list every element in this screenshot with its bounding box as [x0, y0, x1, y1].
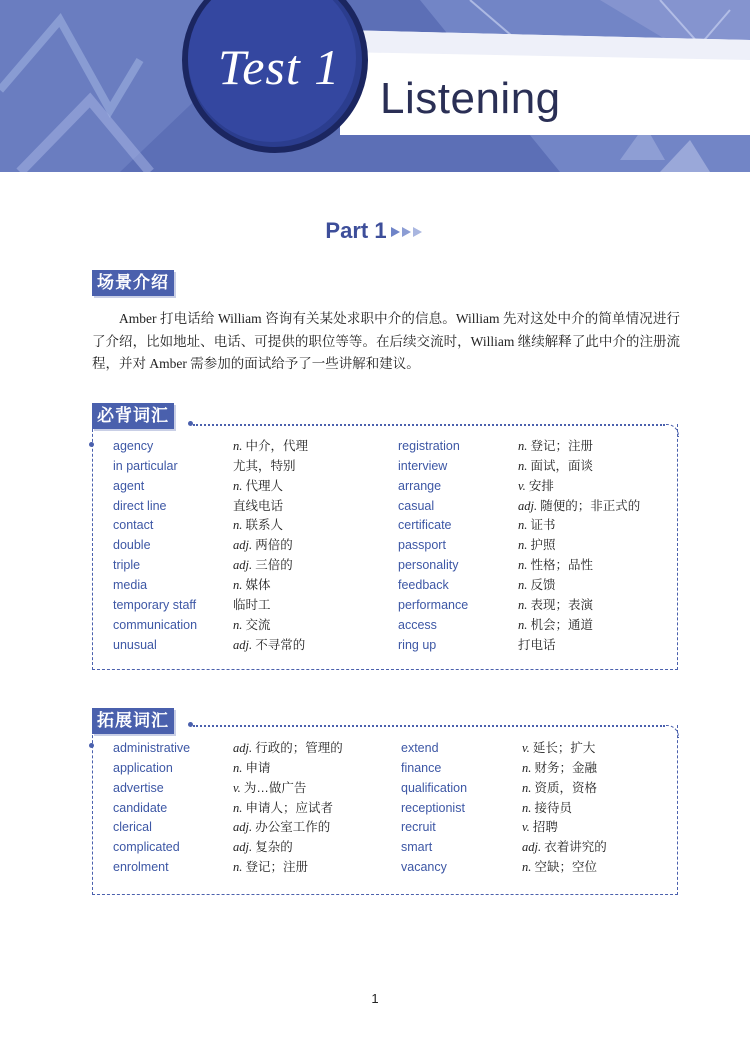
vocab-word: temporary staff — [113, 597, 197, 612]
part-title: Part 1 — [325, 218, 387, 243]
vocab-definition: adj. 不寻常的 — [233, 637, 306, 652]
vocab-definition: n. 空缺；空位 — [522, 860, 598, 875]
vocab-word: extend — [401, 741, 439, 755]
vocab-definition: n. 机会；通道 — [518, 617, 594, 632]
part-of-speech: n. — [518, 577, 531, 592]
part-of-speech: adj. — [233, 820, 256, 835]
vocab-definition: n. 中介，代理 — [233, 439, 309, 453]
vocab-definition: adj. 复杂的 — [233, 840, 293, 855]
vocab-row — [93, 738, 679, 758]
part-of-speech: n. — [522, 760, 535, 775]
vocab-definition: 尤其，特别 — [233, 458, 296, 473]
vocab-definition: n. 证书 — [518, 518, 556, 533]
vocab-definition: v. 招聘 — [522, 820, 558, 835]
vocab-word: advertise — [113, 780, 164, 795]
vocab-definition: n. 登记；注册 — [518, 439, 594, 453]
vocab-word: qualification — [401, 780, 468, 795]
vocab-row — [93, 758, 679, 778]
vocab-word: receptionist — [401, 800, 465, 815]
vocab-word: administrative — [113, 741, 191, 755]
banner-background-graphic — [0, 0, 750, 172]
vocab-word: candidate — [113, 800, 168, 815]
part-of-speech: n. — [518, 518, 531, 533]
vocab-definition: n. 护照 — [518, 538, 556, 553]
part-of-speech: n. — [518, 538, 531, 553]
vocab-word: access — [398, 617, 437, 632]
part-of-speech: v. — [233, 780, 244, 795]
vocab-word: vacancy — [401, 860, 447, 875]
part-of-speech: n. — [233, 478, 246, 493]
part-of-speech: n. — [233, 617, 246, 632]
vocab-row — [93, 615, 679, 635]
vocab-word: contact — [113, 518, 154, 533]
part-of-speech: adj. — [522, 840, 545, 855]
part-of-speech: n. — [518, 597, 531, 612]
part-of-speech: v. — [522, 741, 533, 755]
part-of-speech: adj. — [233, 637, 256, 652]
part-of-speech: adj. — [233, 741, 256, 755]
vocab-row — [93, 535, 679, 555]
vocab-word: double — [113, 538, 151, 553]
vocab-word: media — [113, 577, 148, 592]
vocab-row — [93, 555, 679, 575]
vocab-row — [93, 436, 679, 456]
vocab-row — [93, 456, 679, 476]
vocab-word: in particular — [113, 458, 178, 473]
vocab-word: registration — [398, 439, 460, 453]
vocab-definition: n. 代理人 — [233, 478, 284, 493]
part-of-speech: n. — [233, 760, 246, 775]
vocab-word: smart — [401, 840, 433, 855]
vocab-word: ring up — [398, 637, 437, 652]
part-of-speech: n. — [233, 860, 246, 875]
vocab-definition: 直线电话 — [233, 498, 284, 513]
vocab-word: triple — [113, 558, 141, 573]
vocab-definition: n. 交流 — [233, 617, 271, 632]
part-of-speech: n. — [518, 558, 531, 573]
test-title: Test 1 — [218, 39, 341, 95]
vocab-word: enrolment — [113, 860, 169, 875]
section-title: Listening — [380, 74, 561, 123]
vocab-row — [93, 496, 679, 516]
vocab-definition: n. 申请人；应试者 — [233, 800, 334, 815]
vocab-definition: n. 申请 — [233, 760, 271, 775]
vocab-definition: n. 表现；表演 — [518, 597, 594, 612]
vocab-row — [93, 837, 679, 857]
part-of-speech: n. — [518, 439, 531, 453]
part-of-speech: adj. — [233, 538, 256, 553]
part-of-speech: n. — [518, 458, 531, 473]
vocab-word: finance — [401, 760, 442, 775]
part-of-speech: n. — [522, 800, 535, 815]
vocab-definition: adj. 两倍的 — [233, 538, 293, 553]
vocab-definition: n. 性格；品性 — [518, 558, 594, 573]
triple-play-arrows-icon — [391, 226, 425, 238]
vocab-word: arrange — [398, 478, 442, 493]
vocab-word: complicated — [113, 840, 180, 855]
part-of-speech: v. — [518, 478, 529, 493]
vocab-definition: n. 登记；注册 — [233, 860, 309, 875]
page-number: 1 — [371, 991, 379, 1006]
vocab-definition: v. 安排 — [518, 478, 554, 493]
header-banner — [0, 0, 750, 172]
vocab-definition: n. 财务；金融 — [522, 760, 598, 775]
scene-intro-label: 场景介绍 — [92, 270, 174, 296]
vocab-definition: n. 接待员 — [522, 800, 573, 815]
vocab-row — [93, 635, 679, 655]
vocab-definition: adj. 衣着讲究的 — [522, 840, 607, 855]
scene-intro-text: Amber 打电话给 William 咨询有关某处求职中介的信息。William 先对这处中介的简单情况进行了介绍，比如地址、电话、可提供的职位等等。在后续交流时，William 继续解释了此中介的注册流程，并对 Amber 需参加的面试给予了一些讲解和建议。 — [92, 311, 680, 371]
vocab-row — [93, 575, 679, 595]
vocab-definition: v. 为…做广告 — [233, 780, 307, 795]
must-learn-vocab-label: 必背词汇 — [92, 403, 174, 429]
dotted-border — [193, 725, 665, 727]
vocab-definition: n. 资质，资格 — [522, 780, 598, 795]
part-of-speech: adj. — [233, 840, 256, 855]
vocab-word: certificate — [398, 518, 452, 533]
vocab-word: direct line — [113, 498, 167, 513]
vocab-word: application — [113, 760, 173, 775]
dotted-border — [193, 424, 665, 426]
vocab-definition: adj. 办公室工作的 — [233, 820, 331, 835]
vocab-word: communication — [113, 617, 198, 632]
vocab-word: passport — [398, 538, 446, 553]
part-of-speech: n. — [233, 518, 246, 533]
part-heading — [0, 218, 750, 244]
part-of-speech: v. — [522, 820, 533, 835]
vocab-word: casual — [398, 498, 435, 513]
extended-vocab-box — [92, 725, 678, 895]
part-of-speech: n. — [522, 780, 535, 795]
vocab-definition: n. 反馈 — [518, 577, 556, 592]
vocab-word: unusual — [113, 637, 157, 652]
vocab-word: recruit — [401, 820, 436, 835]
part-of-speech: n. — [233, 439, 246, 453]
vocab-definition: 打电话 — [518, 637, 556, 652]
vocab-word: feedback — [398, 577, 449, 592]
vocab-definition: adj. 行政的；管理的 — [233, 741, 343, 755]
vocab-word: interview — [398, 458, 448, 473]
vocab-definition: n. 面试，面谈 — [518, 458, 594, 473]
vocab-word: agent — [113, 478, 145, 493]
extended-vocab-label: 拓展词汇 — [92, 708, 174, 734]
vocab-definition: v. 延长；扩大 — [522, 741, 596, 755]
vocab-definition: n. 媒体 — [233, 577, 271, 592]
rounded-corner — [666, 725, 679, 738]
vocab-definition: 临时工 — [233, 597, 271, 612]
vocab-row — [93, 778, 679, 798]
part-of-speech: adj. — [518, 498, 541, 513]
vocab-word: clerical — [113, 820, 152, 835]
vocab-row — [93, 857, 679, 877]
vocab-definition: n. 联系人 — [233, 518, 284, 533]
vocab-row — [93, 595, 679, 615]
part-of-speech: n. — [233, 577, 246, 592]
vocab-row — [93, 798, 679, 818]
vocab-definition: adj. 三倍的 — [233, 558, 293, 573]
vocab-word: agency — [113, 439, 154, 453]
part-of-speech: n. — [518, 617, 531, 632]
vocab-word: performance — [398, 597, 469, 612]
vocab-row — [93, 476, 679, 496]
part-of-speech: adj. — [233, 558, 256, 573]
must-learn-vocab-box — [92, 424, 678, 670]
vocab-definition: adj. 随便的；非正式的 — [518, 498, 641, 513]
part-of-speech: n. — [522, 860, 535, 875]
vocab-row — [93, 515, 679, 535]
vocab-word: personality — [398, 558, 459, 573]
vocab-row — [93, 817, 679, 837]
part-of-speech: n. — [233, 800, 246, 815]
